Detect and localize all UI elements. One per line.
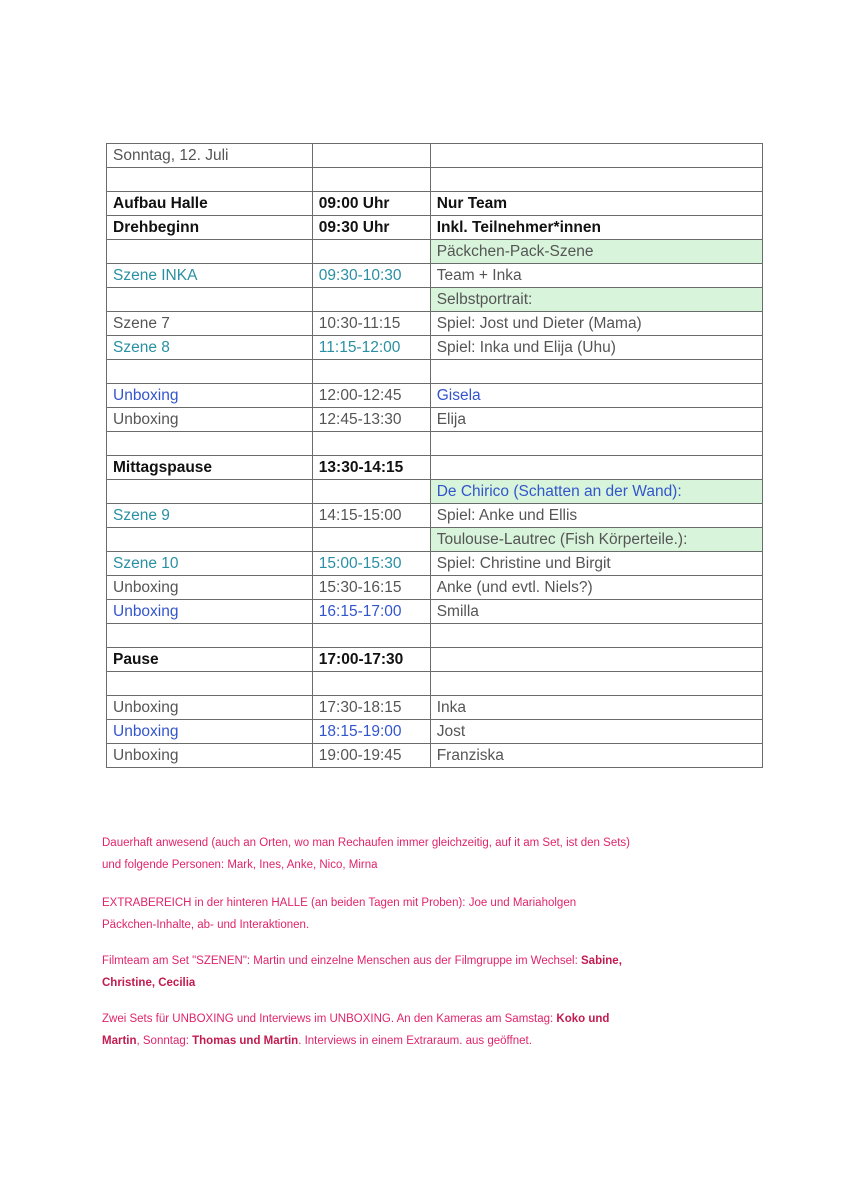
table-cell-c2: 10:30-11:15 xyxy=(312,312,430,336)
table-cell-c2 xyxy=(312,240,430,264)
table-cell-c1: Unboxing xyxy=(107,720,313,744)
table-cell-c2: 17:00-17:30 xyxy=(312,648,430,672)
note-film-team-names: Christine, Cecilia xyxy=(102,977,196,989)
table-cell-c1: Unboxing xyxy=(107,744,313,768)
table-cell-c1: Drehbeginn xyxy=(107,216,313,240)
note-unboxing-end: . Interviews in einem Extraraum. aus geöffnet. xyxy=(298,1035,532,1047)
table-cell-c1: Unboxing xyxy=(107,576,313,600)
table-cell-c3 xyxy=(430,168,762,192)
table-cell-c2: 09:30 Uhr xyxy=(312,216,430,240)
note-attendance xyxy=(102,832,752,876)
table-row xyxy=(107,552,763,576)
table-row xyxy=(107,600,763,624)
table-cell-c2: 11:15-12:00 xyxy=(312,336,430,360)
table-cell-c2 xyxy=(312,480,430,504)
table-cell-c3 xyxy=(430,648,762,672)
table-cell-c1 xyxy=(107,432,313,456)
table-cell-c1 xyxy=(107,168,313,192)
table-cell-c3 xyxy=(430,144,762,168)
table-cell-c2: 09:30-10:30 xyxy=(312,264,430,288)
note-film-team xyxy=(102,950,752,994)
table-cell-c3: Spiel: Inka und Elija (Uhu) xyxy=(430,336,762,360)
table-cell-c1 xyxy=(107,480,313,504)
table-cell-c3: Inkl. Teilnehmer*innen xyxy=(430,216,762,240)
table-cell-c1: Szene 10 xyxy=(107,552,313,576)
note-film-team-line1: Filmteam am Set "SZENEN": Martin und einzelne Menschen aus der Filmgruppe im Wechsel: xyxy=(102,955,581,967)
table-cell-c3: Spiel: Jost und Dieter (Mama) xyxy=(430,312,762,336)
table-cell-c3: De Chirico (Schatten an der Wand): xyxy=(430,480,762,504)
note-unboxing-sets xyxy=(102,1008,752,1052)
table-cell-c3: Smilla xyxy=(430,600,762,624)
note-film-team-name1: Sabine, xyxy=(581,955,622,967)
table-cell-c3: Jost xyxy=(430,720,762,744)
table-cell-c1 xyxy=(107,360,313,384)
note-unboxing-line1: Zwei Sets für UNBOXING und Interviews im UNBOXING. An den Kameras am Samstag: xyxy=(102,1013,557,1025)
table-cell-c1: Unboxing xyxy=(107,696,313,720)
table-cell-c2: 15:00-15:30 xyxy=(312,552,430,576)
table-cell-c3 xyxy=(430,624,762,648)
table-cell-c3: Spiel: Anke und Ellis xyxy=(430,504,762,528)
table-cell-c1 xyxy=(107,672,313,696)
table-cell-c1: Szene 7 xyxy=(107,312,313,336)
table-row xyxy=(107,216,763,240)
table-row xyxy=(107,744,763,768)
table-row xyxy=(107,648,763,672)
table-row xyxy=(107,672,763,696)
note-extra-area-line1: EXTRABEREICH in der hinteren HALLE (an beiden Tagen mit Proben): Joe und Mariaholgen xyxy=(102,897,577,909)
table-row xyxy=(107,624,763,648)
table-row xyxy=(107,576,763,600)
table-cell-c1: Mittagspause xyxy=(107,456,313,480)
table-cell-c3 xyxy=(430,456,762,480)
table-cell-c2: 09:00 Uhr xyxy=(312,192,430,216)
table-cell-c2: 13:30-14:15 xyxy=(312,456,430,480)
table-cell-c2: 15:30-16:15 xyxy=(312,576,430,600)
table-cell-c2 xyxy=(312,144,430,168)
table-row xyxy=(107,504,763,528)
table-row xyxy=(107,720,763,744)
table-cell-c2 xyxy=(312,168,430,192)
table-cell-c3: Anke (und evtl. Niels?) xyxy=(430,576,762,600)
note-extra-area xyxy=(102,892,752,936)
table-row xyxy=(107,288,763,312)
table-cell-c1: Szene 8 xyxy=(107,336,313,360)
table-row xyxy=(107,264,763,288)
table-cell-c1: Szene INKA xyxy=(107,264,313,288)
table-cell-c1 xyxy=(107,288,313,312)
note-unboxing-saturday: Koko und xyxy=(556,1013,610,1025)
note-attendance-line1: Dauerhaft anwesend (auch an Orten, wo man Rechaufen immer gleichzeitig, auf it am Set, ist den Sets) xyxy=(102,837,630,849)
table-row xyxy=(107,408,763,432)
table-cell-c2 xyxy=(312,528,430,552)
table-cell-c3: Päckchen-Pack-Szene xyxy=(430,240,762,264)
table-cell-c3 xyxy=(430,672,762,696)
table-row xyxy=(107,384,763,408)
table-row xyxy=(107,432,763,456)
table-cell-c2: 12:45-13:30 xyxy=(312,408,430,432)
schedule-table xyxy=(106,143,763,768)
table-cell-c3 xyxy=(430,360,762,384)
table-row xyxy=(107,240,763,264)
table-cell-c3: Nur Team xyxy=(430,192,762,216)
table-cell-c1: Szene 9 xyxy=(107,504,313,528)
note-unboxing-mid: , Sonntag: xyxy=(136,1035,193,1047)
table-cell-c2: 19:00-19:45 xyxy=(312,744,430,768)
table-cell-c1: Sonntag, 12. Juli xyxy=(107,144,313,168)
table-cell-c3: Elija xyxy=(430,408,762,432)
table-cell-c2: 16:15-17:00 xyxy=(312,600,430,624)
table-row xyxy=(107,480,763,504)
table-cell-c2: 18:15-19:00 xyxy=(312,720,430,744)
schedule-body xyxy=(107,144,763,768)
note-unboxing-sunday: Thomas und Martin xyxy=(192,1035,299,1047)
table-row xyxy=(107,528,763,552)
table-cell-c3: Selbstportrait: xyxy=(430,288,762,312)
table-cell-c1 xyxy=(107,528,313,552)
table-cell-c3: Spiel: Christine und Birgit xyxy=(430,552,762,576)
table-cell-c2: 12:00-12:45 xyxy=(312,384,430,408)
table-cell-c1: Aufbau Halle xyxy=(107,192,313,216)
table-cell-c2 xyxy=(312,624,430,648)
table-cell-c1: Unboxing xyxy=(107,408,313,432)
table-cell-c2: 14:15-15:00 xyxy=(312,504,430,528)
table-cell-c1 xyxy=(107,240,313,264)
table-row xyxy=(107,312,763,336)
table-row xyxy=(107,144,763,168)
note-unboxing-saturday-2: Martin xyxy=(102,1035,137,1047)
table-cell-c2 xyxy=(312,672,430,696)
table-cell-c3: Team + Inka xyxy=(430,264,762,288)
table-cell-c2 xyxy=(312,432,430,456)
table-cell-c1: Pause xyxy=(107,648,313,672)
table-cell-c1 xyxy=(107,624,313,648)
table-row xyxy=(107,192,763,216)
table-cell-c3 xyxy=(430,432,762,456)
table-cell-c3: Toulouse-Lautrec (Fish Körperteile.): xyxy=(430,528,762,552)
table-row xyxy=(107,168,763,192)
note-extra-area-line2: Päckchen-Inhalte, ab- und Interaktionen. xyxy=(102,919,310,931)
note-attendance-line2: und folgende Personen: Mark, Ines, Anke, Nico, Mirna xyxy=(102,859,378,871)
table-row xyxy=(107,360,763,384)
table-cell-c2 xyxy=(312,360,430,384)
table-row xyxy=(107,456,763,480)
table-row xyxy=(107,336,763,360)
table-cell-c1: Unboxing xyxy=(107,600,313,624)
table-cell-c2: 17:30-18:15 xyxy=(312,696,430,720)
table-cell-c3: Franziska xyxy=(430,744,762,768)
table-cell-c3: Gisela xyxy=(430,384,762,408)
table-cell-c1: Unboxing xyxy=(107,384,313,408)
table-cell-c3: Inka xyxy=(430,696,762,720)
table-cell-c2 xyxy=(312,288,430,312)
table-row xyxy=(107,696,763,720)
